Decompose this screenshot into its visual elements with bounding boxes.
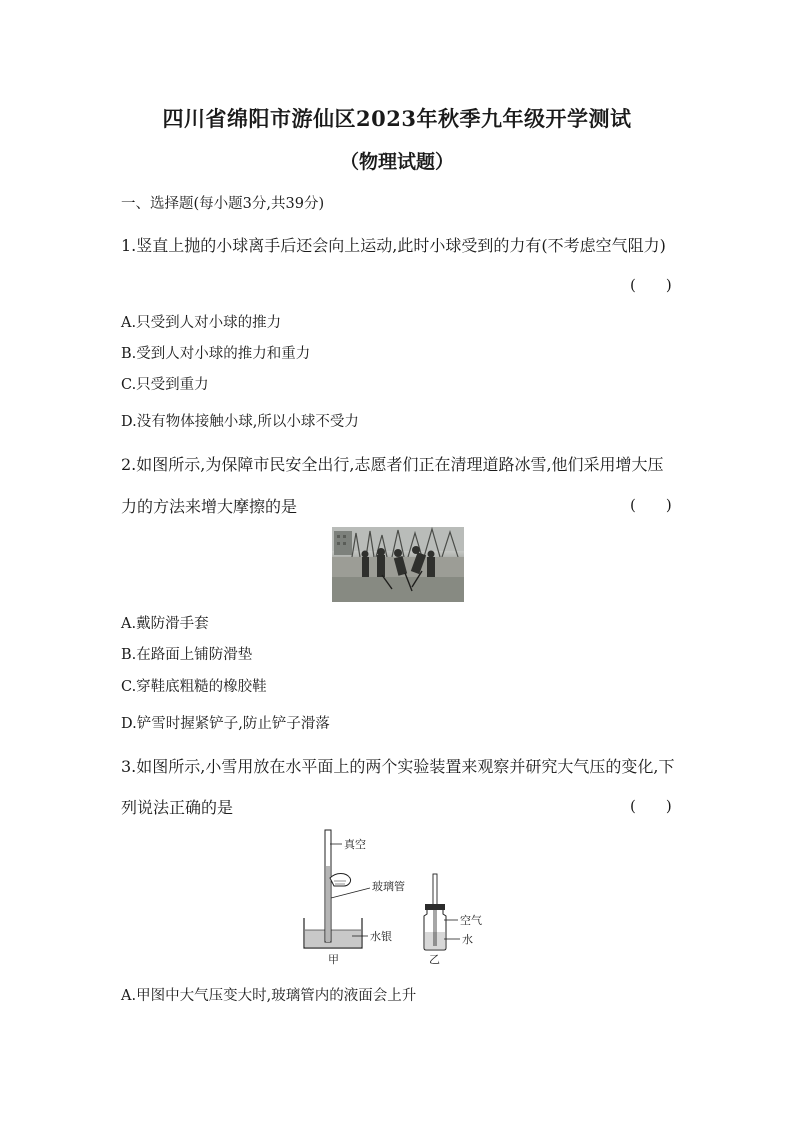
bottle-stopper xyxy=(425,904,445,910)
question-2-text-line1: 2.如图所示,为保障市民安全出行,志愿者们正在清理道路冰雪,他们采用增大压 xyxy=(121,455,664,474)
question-3-text-line2: 列说法正确的是 xyxy=(121,798,234,817)
question-1-option-b: B.受到人对小球的推力和重力 xyxy=(121,346,311,362)
question-1-text: 1.竖直上抛的小球离手后还会向上运动,此时小球受到的力有(不考虑空气阻力) xyxy=(121,236,666,255)
question-2-option-a: A.戴防滑手套 xyxy=(121,616,209,632)
label-vacuum: 真空 xyxy=(344,838,366,851)
glass-tube-yi xyxy=(433,874,437,908)
mercury-liquid xyxy=(305,930,361,948)
question-2-answer-blank: ( ) xyxy=(630,496,672,514)
question-2-option-d: D.铲雪时握紧铲子,防止铲子滑落 xyxy=(121,716,330,732)
label-mercury: 水银 xyxy=(370,930,392,943)
question-1-option-c: C.只受到重力 xyxy=(121,377,209,393)
label-air: 空气 xyxy=(460,914,482,927)
question-2-option-c: C.穿鞋底粗糙的橡胶鞋 xyxy=(121,679,267,695)
bottle-water xyxy=(425,932,445,949)
page-subtitle: （物理试题） xyxy=(339,151,454,173)
label-water: 水 xyxy=(462,933,473,946)
section-heading: 一、选择题(每小题3分,共39分) xyxy=(121,196,325,212)
question-3-option-a: A.甲图中大气压变大时,玻璃管内的液面会上升 xyxy=(121,988,417,1004)
label-jia: 甲 xyxy=(328,953,339,966)
question-1-option-d: D.没有物体接触小球,所以小球不受力 xyxy=(121,414,359,430)
question-1-answer-blank: ( ) xyxy=(630,276,672,294)
question-2-option-b: B.在路面上铺防滑垫 xyxy=(121,647,253,663)
page-title: 四川省绵阳市游仙区2023年秋季九年级开学测试 xyxy=(162,106,632,131)
snow-clearing-photo xyxy=(332,527,464,602)
barometer-experiment-figure xyxy=(290,826,490,966)
label-glass-tube: 玻璃管 xyxy=(372,880,405,893)
question-3-text-line1: 3.如图所示,小雪用放在水平面上的两个实验装置来观察并研究大气压的变化,下 xyxy=(121,757,675,776)
question-1-option-a: A.只受到人对小球的推力 xyxy=(121,315,282,331)
question-2-text-line2: 力的方法来增大摩擦的是 xyxy=(121,497,298,516)
label-yi: 乙 xyxy=(429,953,440,966)
question-3-answer-blank: ( ) xyxy=(630,797,672,815)
